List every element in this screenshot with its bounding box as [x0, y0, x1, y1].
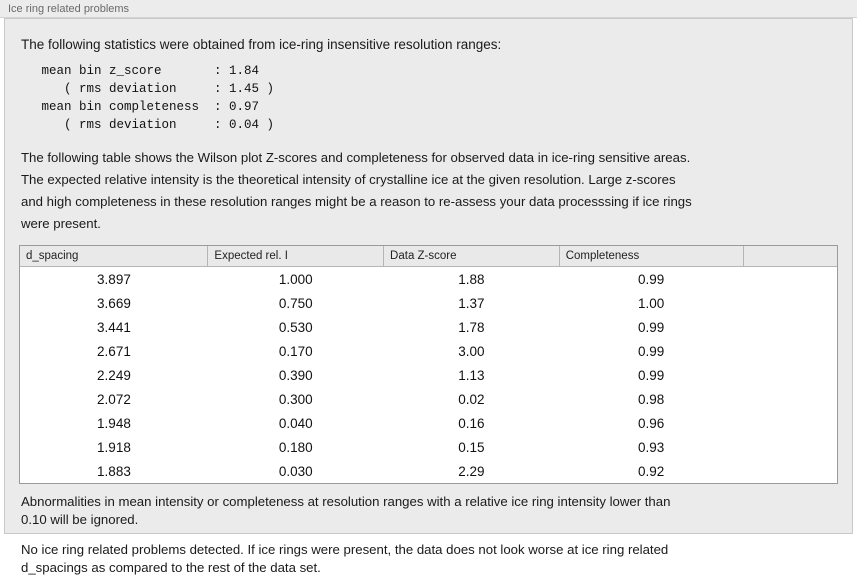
- cell-completeness: 0.98: [637, 391, 665, 407]
- cell-data-z-score: 1.13: [458, 367, 485, 383]
- table-row[interactable]: [20, 459, 837, 483]
- conclusion-note-line: d_spacings as compared to the rest of the data set.: [21, 559, 321, 575]
- cell-d-spacing: 2.671: [97, 343, 131, 359]
- cell-expected-rel-i: 0.750: [278, 295, 313, 311]
- cell-d-spacing: 3.441: [97, 319, 131, 335]
- cell-d-spacing: 1.883: [97, 463, 131, 479]
- cell-completeness: 1.00: [637, 295, 665, 311]
- cell-expected-rel-i: 0.300: [278, 391, 313, 407]
- description-line: and high completeness in these resolution ranges might be a reason to re-assess your data processsing if ice rings: [21, 193, 692, 209]
- cell-extra: [743, 291, 837, 315]
- cell-completeness: 0.96: [637, 415, 665, 431]
- table-body: [20, 267, 837, 484]
- table-row[interactable]: [20, 267, 837, 292]
- cell-extra: [743, 387, 837, 411]
- column-header-data-z-score[interactable]: Data Z-score: [384, 246, 560, 267]
- cell-expected-rel-i: 0.390: [278, 367, 313, 383]
- stats-line: ( rms deviation : 0.04 ): [19, 118, 275, 133]
- cell-extra: [743, 267, 837, 292]
- cell-d-spacing: 1.948: [97, 415, 131, 431]
- cell-expected-rel-i: 0.170: [278, 343, 313, 359]
- cell-completeness: 0.99: [637, 271, 665, 287]
- cell-completeness: 0.99: [637, 367, 665, 383]
- intro-text: The following statistics were obtained from ice-ring insensitive resolution ranges:: [21, 37, 502, 52]
- cell-expected-rel-i: 0.530: [278, 319, 313, 335]
- table-row[interactable]: [20, 411, 837, 435]
- stats-line: mean bin completeness : 0.97: [19, 100, 260, 115]
- cell-d-spacing: 1.918: [97, 439, 131, 455]
- cell-extra: [743, 315, 837, 339]
- cell-completeness: 0.99: [637, 319, 665, 335]
- table-row[interactable]: [20, 315, 837, 339]
- cell-data-z-score: 2.29: [458, 463, 485, 479]
- window-titlebar: [0, 0, 857, 18]
- stats-line: mean bin z_score : 1.84: [19, 64, 260, 78]
- cell-extra: [743, 435, 837, 459]
- cell-completeness: 0.99: [637, 343, 665, 359]
- cell-extra: [743, 363, 837, 387]
- cell-extra: [743, 459, 837, 483]
- cell-data-z-score: 1.37: [458, 295, 485, 311]
- cell-d-spacing: 2.072: [97, 391, 131, 407]
- column-header-completeness[interactable]: Completeness: [559, 246, 743, 267]
- cell-data-z-score: 3.00: [458, 343, 485, 359]
- column-header-d-spacing[interactable]: d_spacing: [20, 246, 208, 267]
- cell-extra: [743, 411, 837, 435]
- content-panel: [4, 18, 853, 575]
- description-line: The following table shows the Wilson plot Z-scores and completeness for observed data in ice-ring sensitive areas.: [21, 149, 691, 165]
- cell-data-z-score: 1.78: [458, 319, 485, 335]
- table-header-row: [20, 246, 837, 267]
- description-block: [19, 149, 838, 234]
- cell-data-z-score: 1.88: [458, 271, 485, 287]
- cell-expected-rel-i: 0.040: [278, 415, 313, 431]
- conclusion-note-line: No ice ring related problems detected. If ice rings were present, the data does not look worse at ice ring related: [21, 542, 669, 557]
- column-header-expected-rel-i[interactable]: Expected rel. I: [208, 246, 384, 267]
- column-header-extra[interactable]: [743, 246, 837, 267]
- cell-data-z-score: 0.02: [458, 391, 485, 407]
- statistics-block: [19, 62, 838, 135]
- table-row[interactable]: [20, 435, 837, 459]
- cell-extra: [743, 339, 837, 363]
- cell-expected-rel-i: 0.180: [278, 439, 313, 455]
- cell-completeness: 0.93: [637, 439, 665, 455]
- cell-d-spacing: 3.669: [97, 295, 131, 311]
- description-line: The expected relative intensity is the theoretical intensity of crystalline ice at the given resolution. Large z-scores: [21, 171, 676, 187]
- stats-line: ( rms deviation : 1.45 ): [19, 82, 275, 97]
- cell-d-spacing: 2.249: [97, 367, 131, 383]
- conclusion-note: [21, 541, 811, 577]
- cell-expected-rel-i: 1.000: [278, 271, 313, 287]
- window-title: Ice ring related problems: [8, 2, 130, 15]
- ice-ring-table: [19, 245, 838, 484]
- cell-completeness: 0.92: [637, 463, 665, 479]
- cell-data-z-score: 0.16: [458, 415, 485, 431]
- abnormalities-note-line: Abnormalities in mean intensity or completeness at resolution ranges with a relative ice ring intensity lower than: [21, 494, 671, 510]
- abnormalities-note-line: 0.10 will be ignored.: [21, 512, 139, 528]
- cell-data-z-score: 0.15: [458, 439, 485, 455]
- table-row[interactable]: [20, 387, 837, 411]
- table-row[interactable]: [20, 291, 837, 315]
- abnormalities-note: [21, 493, 801, 529]
- table-row[interactable]: [20, 363, 837, 387]
- table-row[interactable]: [20, 339, 837, 363]
- cell-expected-rel-i: 0.030: [278, 463, 313, 479]
- cell-d-spacing: 3.897: [97, 271, 131, 287]
- description-line: were present.: [21, 216, 101, 232]
